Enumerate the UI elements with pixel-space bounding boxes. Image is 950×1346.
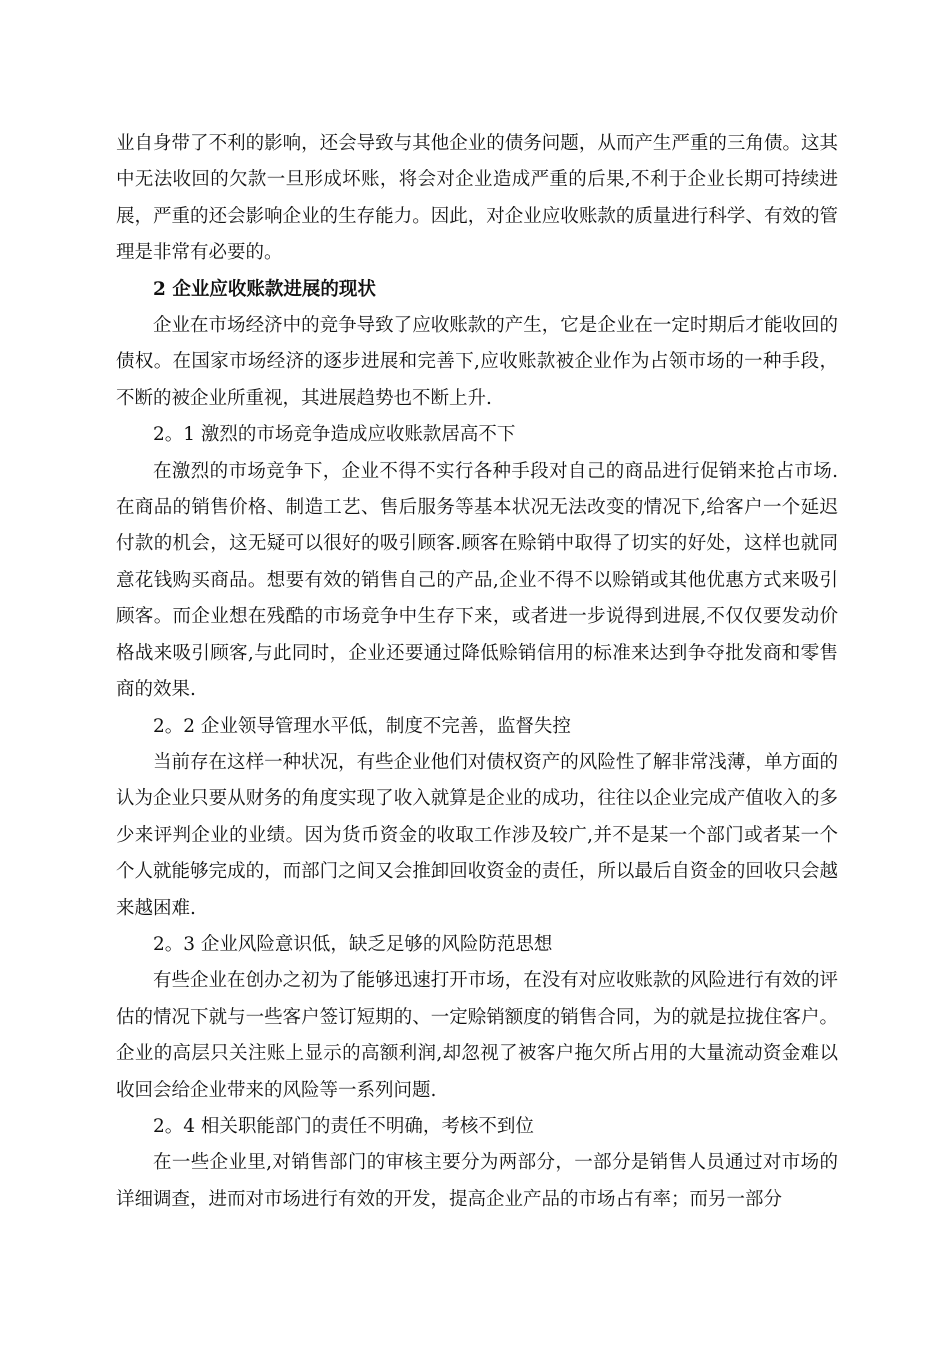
paragraph: 企业在市场经济中的竞争导致了应收账款的产生，它是企业在一定时期后才能收回的债权。在国家市场经济的逐步进展和完善下,应收账款被企业作为占领市场的一种手段，不断的被企业所重视，其进展趋势也不断上升. bbox=[116, 315, 838, 409]
paragraph: 当前存在这样一种状况，有些企业他们对债权资产的风险性了解非常浅薄，单方面的认为企业只要从财务的角度实现了收入就算是企业的成功，往往以企业完成产值收入的多少来评判企业的业绩。因为货币资金的收取工作涉及较广,并不是某一个部门或者某一个个人就能够完成的，而部门之间又会推卸回收资金的责任，所以最后自资金的回收只会越来越困难. bbox=[116, 751, 838, 919]
paragraph-continued: 业自身带了不利的影响，还会导致与其他企业的债务问题，从而产生严重的三角债。这其中无法收回的欠款一旦形成坏账，将会对企业造成严重的后果,不利于企业长期可持续进展，严重的还会影响企业的生存能力。因此，对企业应收账款的质量进行科学、有效的管理是非常有必要的。 bbox=[116, 133, 838, 264]
subsection-heading: 2。2 企业领导管理水平低，制度不完善，监督失控 bbox=[153, 715, 571, 737]
section-heading: 2 企业应收账款进展的现状 bbox=[153, 278, 376, 300]
subsection-heading: 2。3 企业风险意识低，缺乏足够的风险防范思想 bbox=[153, 933, 553, 955]
paragraph: 在激烈的市场竞争下，企业不得不实行各种手段对自己的商品进行促销来抢占市场.在商品的销售价格、制造工艺、售后服务等基本状况无法改变的情况下,给客户一个延迟付款的机会，这无疑可以很好的吸引顾客.顾客在赊销中取得了切实的好处，这样也就同意花钱购买商品。想要有效的销售自己的产品,企业不得不以赊销或其他优惠方式来吸引顾客。而企业想在残酷的市场竞争中生存下来，或者进一步说得到进展,不仅仅要发动价格战来吸引顾客,与此同时，企业还要通过降低赊销信用的标准来达到争夺批发商和零售商的效果. bbox=[116, 460, 838, 701]
paragraph: 在一些企业里,对销售部门的审核主要分为两部分，一部分是销售人员通过对市场的详细调查，进而对市场进行有效的开发，提高企业产品的市场占有率；而另一部分 bbox=[116, 1152, 838, 1210]
subsection-heading: 2。4 相关职能部门的责任不明确，考核不到位 bbox=[153, 1115, 534, 1137]
document-page bbox=[116, 126, 838, 1218]
paragraph: 有些企业在创办之初为了能够迅速打开市场，在没有对应收账款的风险进行有效的评估的情况下就与一些客户签订短期的、一定赊销额度的销售合同，为的就是拉拢住客户。企业的高层只关注账上显示的高额利润,却忽视了被客户拖欠所占用的大量流动资金难以收回会给企业带来的风险等一系列问题. bbox=[116, 970, 838, 1101]
subsection-heading: 2。1 激烈的市场竞争造成应收账款居高不下 bbox=[153, 424, 516, 446]
